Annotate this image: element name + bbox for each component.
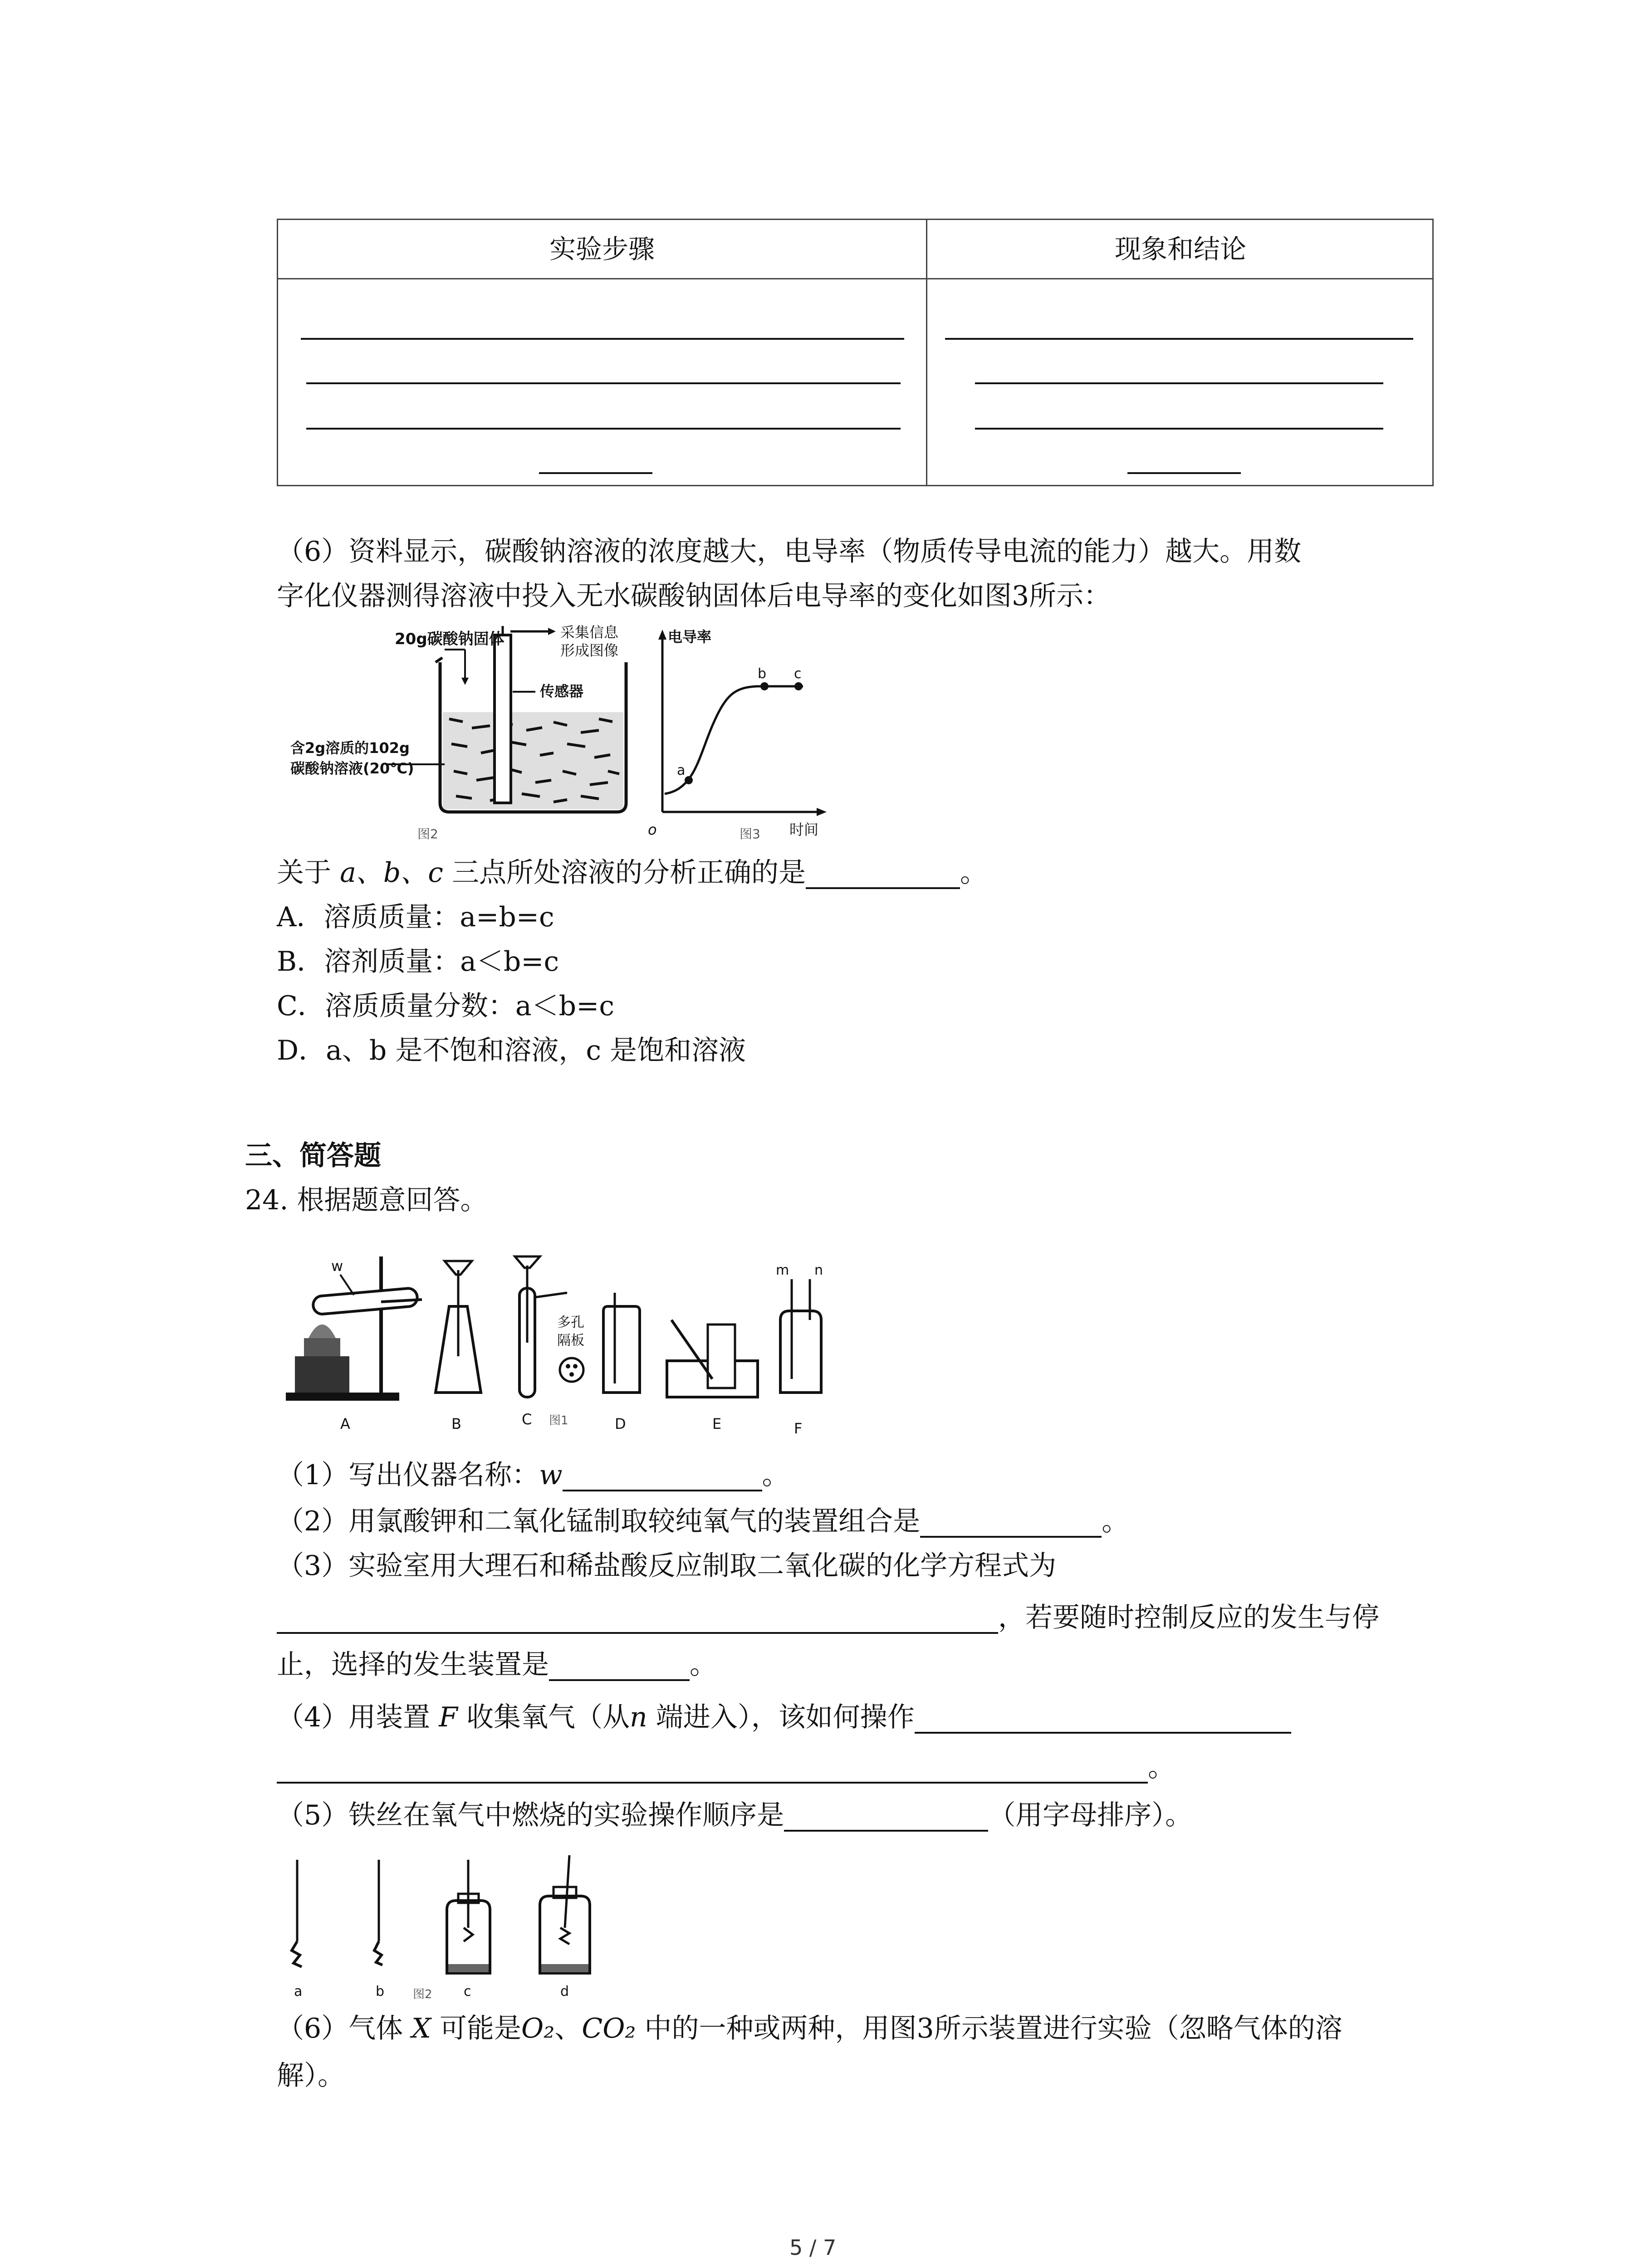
q24-p3-line3: 止，选择的发生装置是 。 [277,1649,717,1681]
fig1-m: m [776,1262,789,1278]
fig3-origin: o [648,821,657,838]
q6-question: 关于 a、b、c 三点所处溶液的分析正确的是 。 [277,857,987,889]
fig3-point-c: c [794,666,802,682]
q24-p3-equation-blank[interactable] [277,1604,998,1634]
answer-line[interactable] [306,382,901,384]
fig2-label-sensor: 传感器 [540,683,584,700]
figure-iron-wire [277,1851,622,2014]
fig3-point-b: b [758,666,767,682]
q24-p2: （2）用氯酸钾和二氧化锰制取较纯氧气的装置组合是 。 [277,1505,1129,1537]
fig1-label-d: D [615,1415,626,1432]
table-header-rule [278,278,1432,279]
q6-line2: 字化仪器测得溶液中投入无水碳酸钠固体后电导率的变化如图3所示： [277,580,1111,612]
q24-p5: （5）铁丝在氧气中燃烧的实验操作顺序是 （用字母排序）。 [277,1799,1193,1831]
q24-p4-line2: 。 [277,1751,1175,1784]
fig2b-a: a [294,1984,303,1999]
fig3-point-a: a [677,763,686,778]
fig2-label-solution2: 碳酸钠溶液(20℃) [290,760,414,777]
q24-p3-line1: （3）实验室用大理石和稀盐酸反应制取二氧化碳的化学方程式为 [277,1550,1057,1582]
table-divider [926,220,927,485]
q24-p4-blank[interactable] [915,1704,1291,1734]
q6-option-b: B．溶剂质量：a＜b=c [277,946,559,978]
q24-stem: 24. 根据题意回答。 [245,1184,488,1216]
fig1-n: n [814,1262,823,1278]
figure-conductivity-graph [644,621,835,848]
table-header-conclusion: 现象和结论 [1114,234,1246,264]
q24-p1-blank[interactable] [563,1461,762,1491]
fig1-label-b: B [451,1415,461,1432]
q24-p3-line2: ，若要随时控制反应的发生与停 [277,1601,1379,1634]
q24-p2-blank[interactable] [920,1508,1102,1538]
q6-answer-blank[interactable] [806,859,960,889]
q6-option-c: C．溶质质量分数：a＜b=c [277,990,614,1022]
answer-line[interactable] [945,338,1413,340]
fig2-label-solid: 20g碳酸钠固体 [395,630,505,648]
fig1-caption: 图1 [549,1414,568,1427]
answer-line[interactable] [1127,472,1241,474]
fig2-label-collect1: 采集信息 [560,624,619,641]
section-title: 三、简答题 [245,1140,381,1172]
q24-p4-blank-2[interactable] [277,1754,1148,1784]
q24-p3-device-blank[interactable] [549,1651,690,1681]
fig1-w: w [331,1257,343,1275]
q24-p6: （6）气体 X 可能是O₂、CO₂ 中的一种或两种，用图3所示装置进行实验（忽略气体的溶 [277,2013,1342,2044]
fig3-caption: 图3 [740,826,760,841]
experiment-table [277,219,1434,486]
fig3-xlabel: 时间 [789,821,819,838]
q24-p6-line2: 解）。 [277,2060,345,2092]
fig1-label-c: C [522,1411,532,1428]
fig2b-b: b [376,1984,385,1999]
q24-p1: （1）写出仪器名称：w 。 [277,1459,789,1491]
q24-p5-blank[interactable] [784,1802,988,1832]
fig1-label-a: A [340,1415,350,1432]
fig2-caption: 图2 [417,826,438,841]
figure-beaker [281,621,644,848]
q6-option-d: D．a、b 是不饱和溶液，c 是饱和溶液 [277,1035,746,1066]
fig2-label-collect2: 形成图像 [560,642,619,659]
answer-line[interactable] [306,428,901,430]
table-header-steps: 实验步骤 [549,234,655,264]
q6-line1: （6）资料显示，碳酸钠溶液的浓度越大，电导率（物质传导电流的能力）越大。用数 [277,536,1302,567]
figure-apparatus [277,1243,867,1452]
answer-line[interactable] [975,428,1383,430]
q24-p4: （4）用装置 F 收集氧气（从n 端进入），该如何操作 [277,1701,1291,1734]
fig1-plate1: 多孔 [557,1315,584,1330]
fig2b-d: d [560,1984,569,1999]
fig1-label-f: F [794,1420,803,1437]
answer-line[interactable] [539,472,652,474]
fig2b-c: c [464,1984,471,1999]
page-number: 5 / 7 [789,2235,837,2260]
answer-line[interactable] [975,382,1383,384]
fig1-plate2: 隔板 [557,1333,584,1349]
answer-line[interactable] [301,338,904,340]
fig2b-caption: 图2 [413,1988,432,2001]
fig2-label-solution1: 含2g溶质的102g [290,739,410,757]
q6-option-a: A．溶质质量：a=b=c [277,901,554,933]
fig1-label-e: E [712,1415,722,1432]
fig3-ylabel: 电导率 [668,628,712,645]
